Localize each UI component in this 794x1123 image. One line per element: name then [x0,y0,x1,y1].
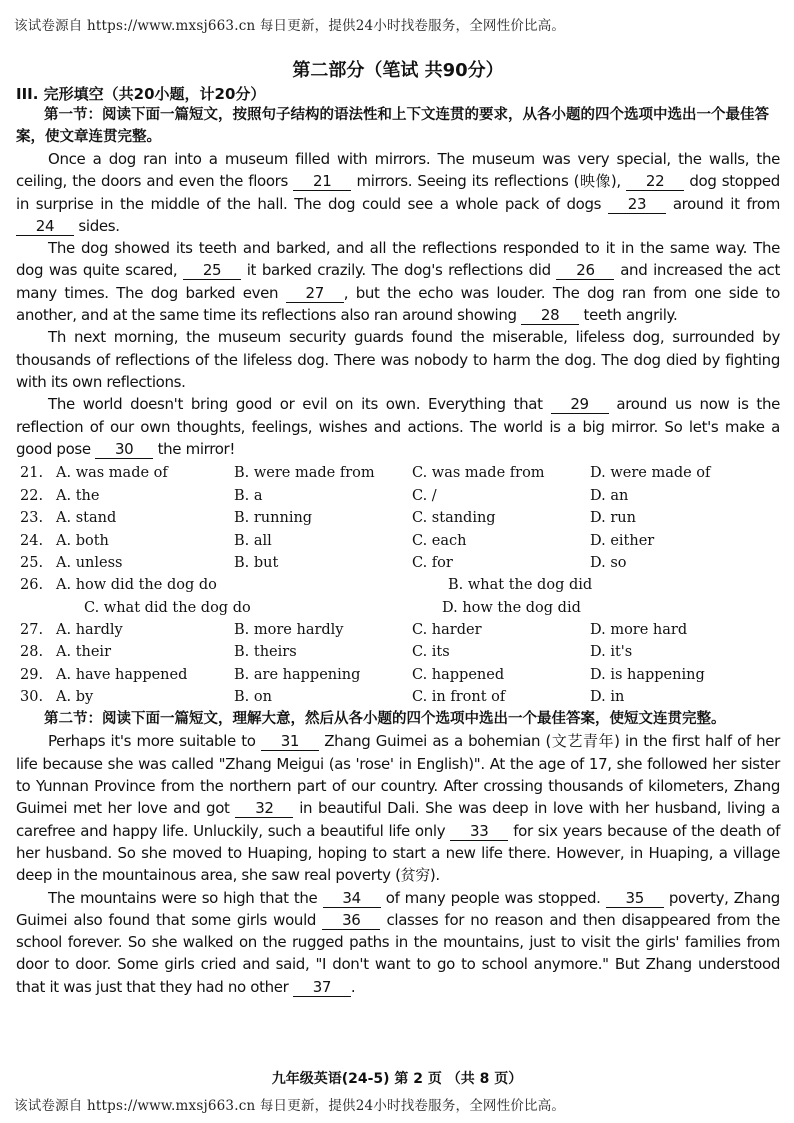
option-d[interactable]: D. in [590,689,625,706]
option-row-30 [16,686,780,708]
text: Perhaps it's more suitable to [48,732,261,751]
blank-24: 24 [16,218,74,236]
blank-33: 33 [450,823,508,841]
option-a[interactable]: A. by [56,689,94,706]
option-b[interactable]: B. but [234,554,279,571]
blank-30: 30 [95,441,153,459]
option-row-25 [16,552,780,574]
option-d[interactable]: D. how the dog did [442,599,581,616]
part2-instruction: 第二节：阅读下面一篇短文，理解大意，然后从各小题的四个选项中选出一个最佳答案，使短文连贯完整。 [44,711,726,728]
blank-21: 21 [293,173,351,191]
option-c[interactable]: C. in front of [412,689,506,706]
blank-32: 32 [235,800,293,818]
text: it barked crazily. The dog's reflections did [241,261,557,280]
option-row-23 [16,507,780,529]
blank-36: 36 [322,912,380,930]
text: . [350,977,356,996]
option-b[interactable]: B. a [234,487,263,504]
blank-37: 37 [293,979,351,997]
question-number: 21. [20,465,44,482]
question-number: 26. [20,577,44,594]
section-heading: III. 完形填空（共20小题，计20分） [16,85,266,103]
blank-34: 34 [323,890,381,908]
option-c[interactable]: C. each [412,532,467,549]
option-c[interactable]: C. harder [412,622,482,639]
option-d[interactable]: D. so [590,554,627,571]
question-number: 27. [20,622,44,639]
option-d[interactable]: D. an [590,487,629,504]
option-d[interactable]: D. were made of [590,465,711,482]
option-c[interactable]: C. for [412,554,453,571]
blank-25: 25 [183,262,241,280]
option-a[interactable]: A. stand [56,510,117,527]
source-banner-top: 该试卷源自 https://www.mxsj663.cn 每日更新，提供24小时找卷服务，全网性价比高。 [14,18,566,34]
option-c[interactable]: C. its [412,644,450,661]
text: classes for no reason and then disappeared from the school forever. So she walked on the rugged paths in the mountains, just to visit the girls' families from door to door. Some girls cried and said, "I don't want to go to school anymore." But Zhang understood that it was just that they had no other [16,910,780,996]
blank-31: 31 [261,733,319,751]
option-a[interactable]: A. unless [56,554,123,571]
option-d[interactable]: D. run [590,510,636,527]
question-number: 23. [20,510,44,527]
option-b[interactable]: B. were made from [234,465,375,482]
question-number: 30. [20,689,44,706]
question-number: 29. [20,666,44,683]
option-row-22 [16,485,780,507]
passage2-paragraph-1 [16,730,780,886]
blank-35: 35 [606,890,664,908]
passage1-paragraph-3: Th next morning, the museum security guards found the miserable, lifeless dog, surrounded by thousands of reflections of the lifeless dog. There was nobody to harm the dog. The dog died by fighting with its own reflections. [16,328,780,391]
blank-29: 29 [551,396,609,414]
option-b[interactable]: B. theirs [234,644,297,661]
question-number: 24. [20,532,44,549]
text: the mirror! [153,439,236,458]
option-d[interactable]: D. more hard [590,622,688,639]
option-b[interactable]: B. running [234,510,313,527]
text: sides. [74,216,120,235]
option-a[interactable]: A. the [56,487,100,504]
option-a[interactable]: A. was made of [56,465,168,482]
option-row-29 [16,664,780,686]
text: The world doesn't bring good or evil on its own. Everything that [48,395,551,414]
option-a[interactable]: A. both [56,532,109,549]
text: poverty, Zhang Guimei also found that some girls would [16,888,780,929]
source-banner-bottom: 该试卷源自 https://www.mxsj663.cn 每日更新，提供24小时找卷服务，全网性价比高。 [14,1098,566,1114]
text: The dog showed its teeth and barked, and all the reflections responded to it in the same way. The dog was quite scared, [16,239,780,280]
question-number: 28. [20,644,44,661]
passage2-paragraph-2 [16,887,780,998]
option-b[interactable]: B. what the dog did [448,577,593,594]
option-b[interactable]: B. on [234,689,272,706]
part-title: 第二部分（笔试 共90分） [292,60,504,81]
option-c[interactable]: C. / [412,487,437,504]
option-c[interactable]: C. was made from [412,465,545,482]
option-d[interactable]: D. it's [590,644,633,661]
option-b[interactable]: B. all [234,532,272,549]
text: of many people was stopped. [380,888,606,907]
passage1-paragraph-2 [16,237,780,326]
question-number: 22. [20,487,44,504]
option-row-26 [16,574,780,596]
option-d[interactable]: D. is happening [590,666,705,683]
blank-26: 26 [556,262,614,280]
option-a[interactable]: A. how did the dog do [56,577,217,594]
option-a[interactable]: A. hardly [56,622,123,639]
option-a[interactable]: A. have happened [56,666,188,683]
option-c[interactable]: C. what did the dog do [84,599,251,616]
text: Once a dog ran into a museum filled with mirrors. The museum was very special, the walls, the ceiling, the doors and even the floors [16,150,780,191]
text: in beautiful Dali. She was deep in love with her husband, living a carefree and happy life. Unluckily, such a beautiful life only [16,799,780,840]
option-a[interactable]: A. their [56,644,112,661]
text: teeth angrily. [579,306,678,325]
option-d[interactable]: D. either [590,532,655,549]
blank-22: 22 [626,173,684,191]
option-row-26-cont [16,597,780,619]
text: around us now is the reflection of our own thoughts, feelings, wishes and actions. The world is a big mirror. So let's make a good pose [16,395,780,458]
page-footer: 九年级英语(24-5) 第 2 页 （共 8 页） [271,1071,523,1087]
exam-page [16,56,780,998]
text: , but the echo was louder. The dog ran from one side to another, and at the same time its reflections also ran around showing [16,283,781,325]
text: and increased the act many times. The dog barked even [16,261,780,302]
text: Zhang Guimei as a bohemian (文艺青年) in the first half of her life because she was called "Zhang Meigui (as 'rose' in English)". At the age of 17, she followed her sister to Yunnan Province from the northern part of our country. After crossing thousands of kilometers, Zhang Guimei met her love and got [16,732,780,818]
text: around it from [665,194,780,213]
option-c[interactable]: C. standing [412,510,496,527]
option-row-27 [16,619,780,641]
text: for six years because of the death of her husband. So she moved to Huaping, hoping to start a new life there. However, in Huaping, a village deep in the mountainous area, she saw real poverty (贫穷). [16,821,781,885]
text: mirrors. Seeing its reflections (映像), [351,172,627,191]
option-row-28 [16,641,780,663]
option-b[interactable]: B. are happening [234,666,361,683]
option-row-24 [16,529,780,551]
text: dog stopped in surprise in the middle of the hall. The dog could see a whole pack of dogs [16,172,780,213]
option-row-21 [16,462,780,484]
option-b[interactable]: B. more hardly [234,622,344,639]
blank-23: 23 [608,196,666,214]
blank-27: 27 [286,285,344,303]
blank-28: 28 [521,307,579,325]
option-c[interactable]: C. happened [412,666,505,683]
text: The mountains were so high that the [48,888,323,907]
part1-instruction: 第一节：阅读下面一篇短文，按照句子结构的语法性和上下文连贯的要求，从各小题的四个选项中选出一个最佳答案，使文章连贯完整。 [16,107,769,145]
question-number: 25. [20,554,44,571]
passage1-paragraph-1 [16,148,780,237]
passage1-paragraph-4 [16,393,780,460]
options-list [16,462,780,708]
